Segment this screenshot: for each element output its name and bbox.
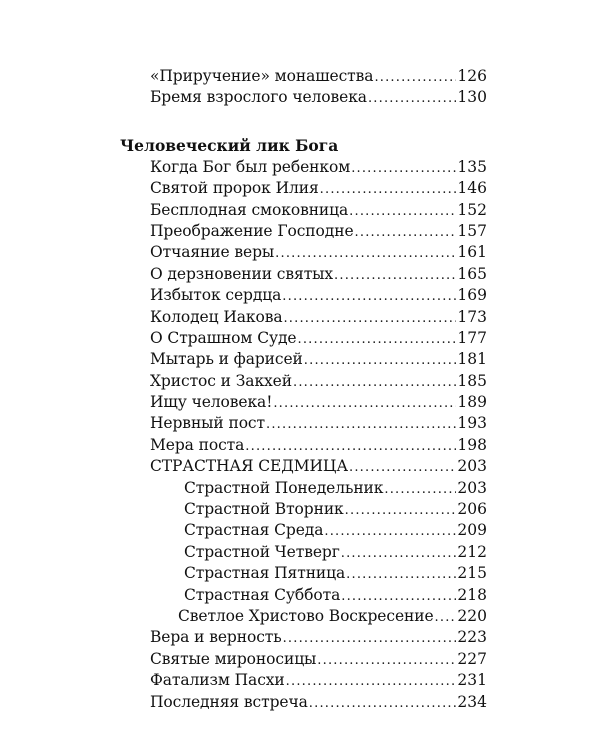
toc-entry-title: Страстная Суббота [184, 585, 341, 604]
toc-entry-title: Страстной Понедельник [184, 478, 384, 497]
toc-entry-title: Колодец Иакова [150, 307, 283, 326]
toc-entry-title: Светлое Христово Воскресение [178, 606, 434, 625]
dot-leader [324, 521, 456, 542]
dot-leader [297, 329, 456, 350]
dot-leader [368, 88, 456, 109]
toc-entry-title: Фатализм Пасхи [150, 671, 285, 690]
section-spacer [0, 109, 600, 135]
toc-entry [0, 435, 600, 456]
section-heading-title: Человеческий лик Бога [120, 135, 339, 155]
toc-entry-title: Христос и Закхей [150, 371, 292, 390]
toc-entry-page: 231 [457, 671, 487, 690]
toc-entry-title: Отчаяние веры [150, 243, 275, 262]
dot-leader [293, 372, 456, 393]
dot-leader [334, 265, 456, 286]
dot-leader [349, 201, 456, 222]
toc-entry [0, 87, 600, 108]
toc-subentry [0, 606, 600, 627]
toc-subentry [0, 585, 600, 606]
dot-leader [341, 586, 456, 607]
toc-subentry [0, 520, 600, 541]
toc-entry-title: Страстная Среда [184, 521, 324, 540]
toc-entry-page: 193 [457, 414, 487, 433]
toc-entry-page: 146 [457, 179, 487, 198]
toc-entry-title: Когда Бог был ребенком [150, 157, 351, 176]
dot-leader [309, 693, 457, 714]
toc-entry-page: 209 [457, 521, 487, 540]
toc-entry-page: 220 [457, 606, 487, 625]
toc-entry [0, 157, 600, 178]
toc-entry [0, 264, 600, 285]
toc-entry-page: 185 [457, 371, 487, 390]
toc-entry-page: 126 [457, 67, 487, 85]
toc-entry-title: «Приручение» монашества [150, 67, 374, 85]
toc-subentry [0, 478, 600, 499]
toc-entry-page: 135 [457, 157, 487, 176]
toc-entry-title: Страстной Вторник [184, 500, 344, 519]
toc-entry-page: 152 [457, 200, 487, 219]
toc-entry-title: Вера и верность [150, 628, 282, 647]
toc-entry [0, 349, 600, 370]
toc-entry-page: 177 [457, 328, 487, 347]
dot-leader [345, 500, 457, 521]
toc-entry [0, 692, 600, 713]
toc-entry-title: Мытарь и фарисей [150, 350, 303, 369]
dot-leader [282, 286, 456, 307]
toc-entry-page: 169 [457, 286, 487, 305]
section-heading [0, 135, 600, 157]
toc-entry [0, 670, 600, 691]
toc-entry-page: 165 [457, 264, 487, 283]
toc-entry-title: Святые мироносицы [150, 649, 317, 668]
toc-entry [0, 178, 600, 199]
dot-leader [346, 564, 456, 585]
toc-entry [0, 392, 600, 413]
dot-leader [283, 628, 457, 649]
toc-entry-page: 206 [457, 500, 487, 519]
dot-leader [317, 650, 456, 671]
toc-entry-page: 215 [457, 564, 487, 583]
toc-entry-title: СТРАСТНАЯ СЕДМИЦА [150, 457, 348, 476]
toc-entry-page: 157 [457, 221, 487, 240]
toc-entry-title: Бремя взрослого человека [150, 88, 367, 107]
toc-entry-page: 189 [457, 393, 487, 412]
toc-entry-page: 130 [457, 88, 487, 107]
toc-entry-title: Страстной Четверг [184, 542, 340, 561]
toc-entry [0, 371, 600, 392]
dot-leader [283, 308, 456, 329]
toc-entry [0, 242, 600, 263]
table-of-contents [0, 66, 600, 713]
dot-leader [355, 222, 457, 243]
dot-leader [286, 671, 457, 692]
toc-entry-page: 227 [457, 649, 487, 668]
toc-entry-title: Ищу человека! [150, 393, 273, 412]
toc-entry-page: 223 [457, 628, 487, 647]
toc-entry [0, 649, 600, 670]
toc-entry-title: Святой пророк Илия [150, 179, 319, 198]
toc-subentry [0, 499, 600, 520]
dot-leader [273, 393, 456, 414]
dot-leader [374, 67, 456, 88]
toc-entry-title: О Страшном Суде [150, 328, 297, 347]
toc-entry [0, 285, 600, 306]
toc-entry [0, 413, 600, 434]
dot-leader [351, 158, 456, 179]
toc-entry-title: О дерзновении святых [150, 264, 334, 283]
toc-entry [0, 200, 600, 221]
dot-leader [384, 479, 456, 500]
toc-entry-page: 181 [457, 350, 487, 369]
toc-entry-title: Преображение Господне [150, 221, 354, 240]
toc-subentry [0, 542, 600, 563]
dot-leader [245, 436, 456, 457]
toc-entry-page: 218 [457, 585, 487, 604]
toc-entry-page: 161 [457, 243, 487, 262]
toc-subentry [0, 563, 600, 584]
toc-entry-page: 203 [457, 457, 487, 476]
toc-entry [0, 66, 600, 87]
toc-entry-page: 173 [457, 307, 487, 326]
toc-entry-title: Последняя встреча [150, 692, 308, 711]
dot-leader [435, 607, 457, 628]
toc-entry [0, 221, 600, 242]
toc-entry [0, 307, 600, 328]
toc-entry [0, 328, 600, 349]
toc-entry-title: Нервный пост [150, 414, 265, 433]
toc-entry-title: Страстная Пятница [184, 564, 346, 583]
dot-leader [275, 243, 456, 264]
toc-entry-page: 203 [457, 478, 487, 497]
dot-leader [304, 350, 457, 371]
dot-leader [341, 543, 457, 564]
toc-entry-title: Избыток сердца [150, 286, 282, 305]
toc-entry [0, 627, 600, 648]
toc-entry-title: Мера поста [150, 435, 245, 454]
dot-leader [320, 179, 457, 200]
dot-leader [349, 457, 456, 478]
toc-entry-title: Бесплодная смоковница [150, 200, 349, 219]
toc-entry-page: 234 [457, 692, 487, 711]
toc-entry-page: 212 [457, 542, 487, 561]
toc-subsection-heading [0, 456, 600, 477]
dot-leader [266, 414, 456, 435]
toc-entry-page: 198 [457, 435, 487, 454]
